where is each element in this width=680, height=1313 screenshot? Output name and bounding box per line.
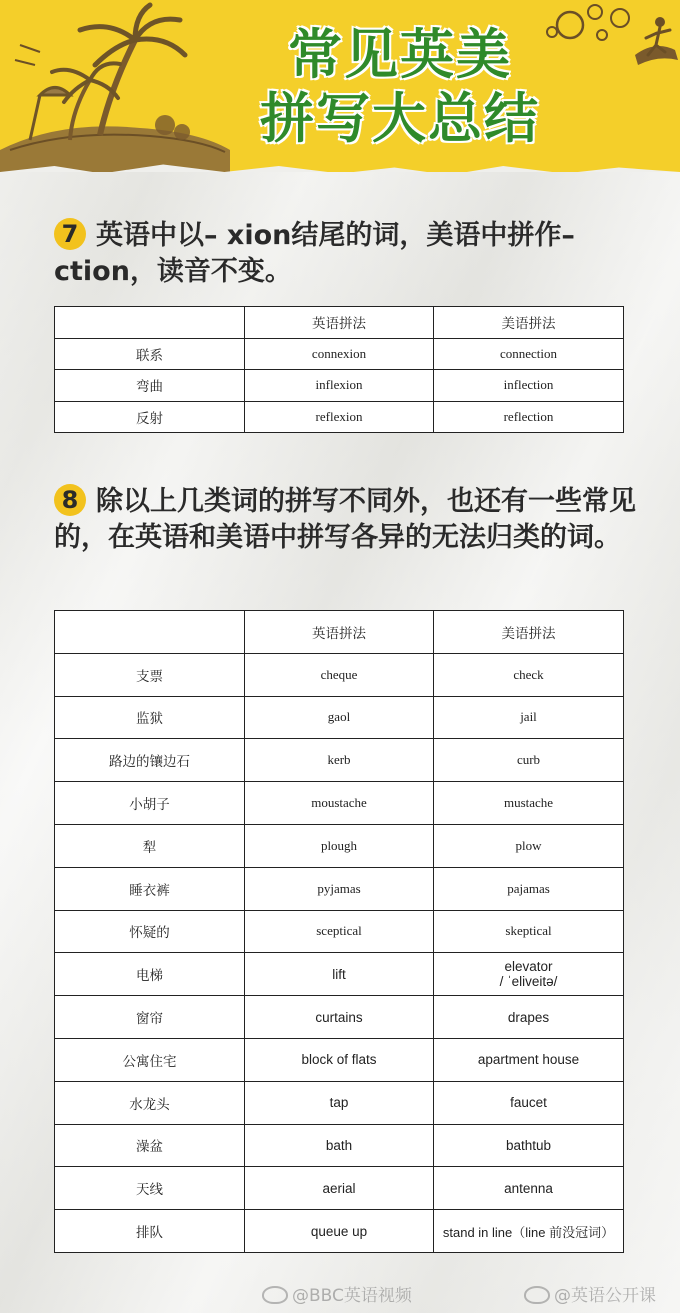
table-cell-american: plow bbox=[434, 824, 624, 867]
table-cell-meaning: 排队 bbox=[55, 1210, 245, 1253]
header-title-line1: 常见英美 bbox=[288, 23, 512, 86]
watermark-right-text: @英语公开课 bbox=[554, 1286, 656, 1306]
table-cell-american: check bbox=[434, 653, 624, 696]
table-cell-british: inflexion bbox=[245, 370, 434, 402]
table-cell-meaning: 公寓住宅 bbox=[55, 1038, 245, 1081]
table-cell-british: block of flats bbox=[245, 1038, 434, 1081]
table-row bbox=[55, 1081, 624, 1124]
table-row bbox=[55, 1167, 624, 1210]
table-cell-american: jail bbox=[434, 696, 624, 739]
table-cell-british: lift bbox=[245, 953, 434, 996]
watermark-right bbox=[524, 1281, 656, 1306]
table-cell-american: skeptical bbox=[434, 910, 624, 953]
table-row bbox=[55, 338, 624, 370]
table-row bbox=[55, 953, 624, 996]
elevator-phonetic: / ˈeliveitə/ bbox=[499, 974, 558, 990]
table-cell-british: curtains bbox=[245, 996, 434, 1039]
table-cell-meaning: 睡衣裤 bbox=[55, 867, 245, 910]
section7-number-badge: 7 bbox=[54, 218, 86, 250]
table-cell-american: pajamas bbox=[434, 867, 624, 910]
island-palm-illustration bbox=[0, 0, 240, 172]
table-cell-meaning: 天线 bbox=[55, 1167, 245, 1210]
table-cell-british: queue up bbox=[245, 1210, 434, 1253]
table-cell-meaning: 支票 bbox=[55, 653, 245, 696]
bubbles-surfer-illustration bbox=[540, 0, 680, 80]
table-cell-meaning: 澡盆 bbox=[55, 1124, 245, 1167]
elevator-word: elevator bbox=[504, 959, 553, 975]
table-cell-meaning: 小胡子 bbox=[55, 782, 245, 825]
table-header-row bbox=[55, 307, 624, 339]
weibo-logo-icon bbox=[262, 1286, 288, 1304]
table-row bbox=[55, 401, 624, 433]
section7-title-text: 英语中以– xion结尾的词，美语中拼作–ction，读音不变。 bbox=[54, 220, 575, 287]
table-cell-american: stand in line（line 前没冠词） bbox=[434, 1210, 624, 1253]
table-row bbox=[55, 996, 624, 1039]
section7-table bbox=[54, 306, 624, 433]
table-cell-meaning: 联系 bbox=[55, 338, 245, 370]
table-cell-british: gaol bbox=[245, 696, 434, 739]
table-cell-american: bathtub bbox=[434, 1124, 624, 1167]
table-row bbox=[55, 1210, 624, 1253]
table-row bbox=[55, 739, 624, 782]
watermark-left bbox=[262, 1281, 412, 1306]
weibo-logo-icon bbox=[524, 1286, 550, 1304]
table-row bbox=[55, 824, 624, 867]
table-cell-british: sceptical bbox=[245, 910, 434, 953]
table-cell-american: connection bbox=[434, 338, 624, 370]
table-cell-british: tap bbox=[245, 1081, 434, 1124]
table-header-cell: 英语拼法 bbox=[245, 611, 434, 654]
table-row bbox=[55, 653, 624, 696]
table-header-cell: 美语拼法 bbox=[434, 307, 624, 339]
table-cell-meaning: 电梯 bbox=[55, 953, 245, 996]
table-cell-american: reflection bbox=[434, 401, 624, 433]
section8-title-text: 除以上几类词的拼写不同外，也还有一些常见的，在英语和美语中拼写各异的无法归类的词。 bbox=[54, 486, 636, 553]
table-cell-american bbox=[434, 953, 624, 996]
table-cell-meaning: 犁 bbox=[55, 824, 245, 867]
table-header-cell bbox=[55, 307, 245, 339]
header-banner bbox=[0, 0, 680, 172]
table-cell-meaning: 窗帘 bbox=[55, 996, 245, 1039]
watermarks bbox=[0, 1281, 680, 1309]
table-row bbox=[55, 370, 624, 402]
table-cell-meaning: 怀疑的 bbox=[55, 910, 245, 953]
table-cell-meaning: 水龙头 bbox=[55, 1081, 245, 1124]
table-header-cell bbox=[55, 611, 245, 654]
header-title-line2: 拼写大总结 bbox=[260, 87, 540, 150]
table-cell-meaning: 反射 bbox=[55, 401, 245, 433]
table-cell-american: mustache bbox=[434, 782, 624, 825]
table-cell-american: antenna bbox=[434, 1167, 624, 1210]
table-cell-american: faucet bbox=[434, 1081, 624, 1124]
table-header-cell: 美语拼法 bbox=[434, 611, 624, 654]
table-cell-british: connexion bbox=[245, 338, 434, 370]
section8-table bbox=[54, 610, 624, 1253]
table-row bbox=[55, 1038, 624, 1081]
table-cell-american: drapes bbox=[434, 996, 624, 1039]
table-row bbox=[55, 867, 624, 910]
table-cell-british: bath bbox=[245, 1124, 434, 1167]
table-header-cell: 英语拼法 bbox=[245, 307, 434, 339]
table-cell-meaning: 路边的镶边石 bbox=[55, 739, 245, 782]
table-row bbox=[55, 696, 624, 739]
watermark-left-text: @BBC英语视频 bbox=[292, 1286, 412, 1306]
section7-title bbox=[54, 218, 644, 290]
table-cell-british: moustache bbox=[245, 782, 434, 825]
table-cell-british: pyjamas bbox=[245, 867, 434, 910]
table-cell-american: apartment house bbox=[434, 1038, 624, 1081]
table-row bbox=[55, 910, 624, 953]
table-cell-meaning: 弯曲 bbox=[55, 370, 245, 402]
section8-title bbox=[54, 484, 644, 556]
table-header-row bbox=[55, 611, 624, 654]
table-cell-british: kerb bbox=[245, 739, 434, 782]
table-cell-british: cheque bbox=[245, 653, 434, 696]
table-cell-british: reflexion bbox=[245, 401, 434, 433]
table-row bbox=[55, 1124, 624, 1167]
table-cell-british: aerial bbox=[245, 1167, 434, 1210]
table-cell-meaning: 监狱 bbox=[55, 696, 245, 739]
table-cell-british: plough bbox=[245, 824, 434, 867]
table-cell-american: inflection bbox=[434, 370, 624, 402]
table-cell-american: curb bbox=[434, 739, 624, 782]
table-row bbox=[55, 782, 624, 825]
section8-number-badge: 8 bbox=[54, 484, 86, 516]
